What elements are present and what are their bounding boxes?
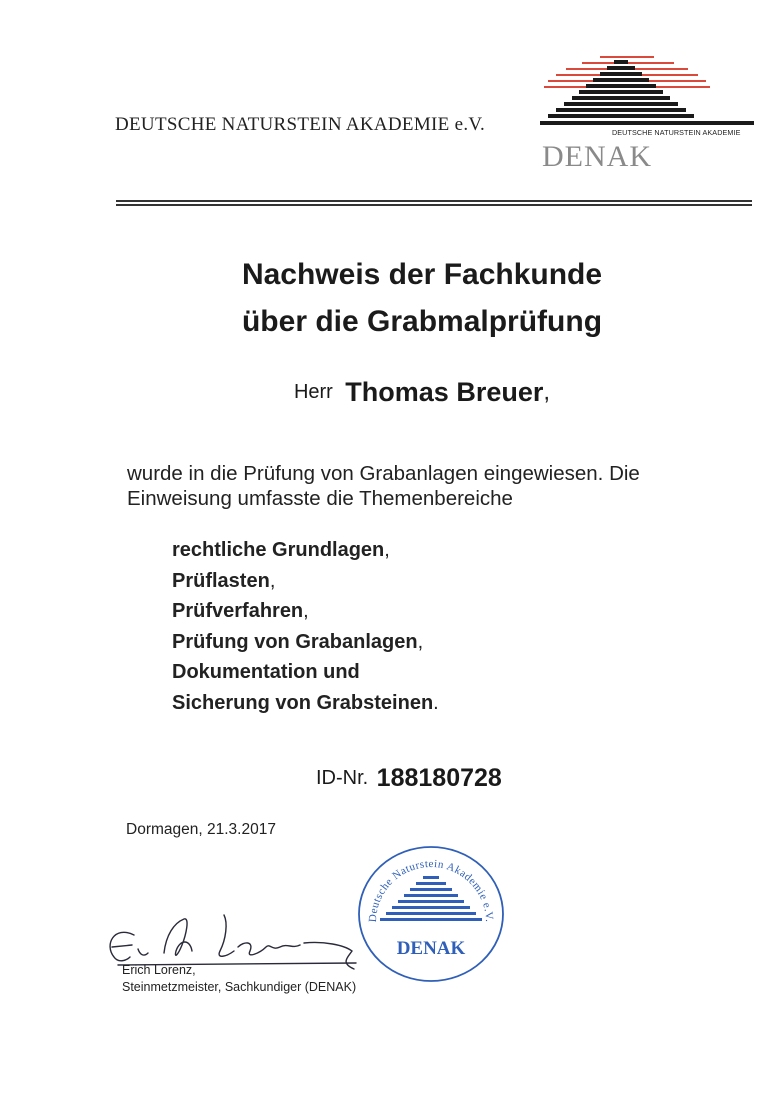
recipient — [0, 377, 768, 408]
denak-seal-stamp — [356, 844, 506, 984]
signer-name: Erich Lorenz, — [122, 963, 196, 977]
svg-text:Deutsche Naturstein Akademie e: Deutsche Naturstein Akademie e.V. — [366, 858, 496, 923]
topic-item: Dokumentation und — [172, 661, 360, 684]
svg-text:DENAK: DENAK — [396, 938, 466, 959]
topic-item: rechtliche Grundlagen, — [172, 539, 390, 561]
topic-item: Prüflasten, — [172, 569, 276, 592]
signer-role: Steinmetzmeister, Sachkundiger (DENAK) — [122, 980, 357, 994]
place-date: Dormagen, 21.3.2017 — [126, 821, 276, 838]
topic-item: Prüfverfahren, — [172, 600, 309, 623]
id-number: 188180728 — [376, 764, 502, 792]
id-label: ID-Nr. — [316, 767, 369, 789]
organization-name: DEUTSCHE NATURSTEIN AKADEMIE e.V. — [115, 114, 486, 135]
recipient-comma: , — [543, 378, 551, 406]
id-number-line — [316, 764, 502, 793]
header-rule-bottom — [116, 204, 752, 206]
title-line-1: Nachweis der Fachkunde — [241, 258, 603, 291]
title-line-2: über die Grabmalprüfung — [241, 305, 603, 338]
recipient-salutation: Herr — [293, 381, 333, 403]
header-rule-top — [116, 200, 752, 202]
topic-item: Prüfung von Grabanlagen, — [172, 630, 424, 653]
intro-line-1: wurde in die Prüfung von Grabanlagen eingewiesen. Die — [127, 462, 640, 485]
recipient-name: Thomas Breuer — [345, 377, 544, 407]
topic-list — [172, 535, 439, 719]
logo-wordmark: DENAK — [542, 140, 652, 173]
logo-subtitle: DEUTSCHE NATURSTEIN AKADEMIE — [612, 128, 741, 137]
topic-item: Sicherung von Grabsteinen. — [172, 691, 439, 714]
intro-line-2: Einweisung umfasste die Themenbereiche — [127, 487, 513, 510]
